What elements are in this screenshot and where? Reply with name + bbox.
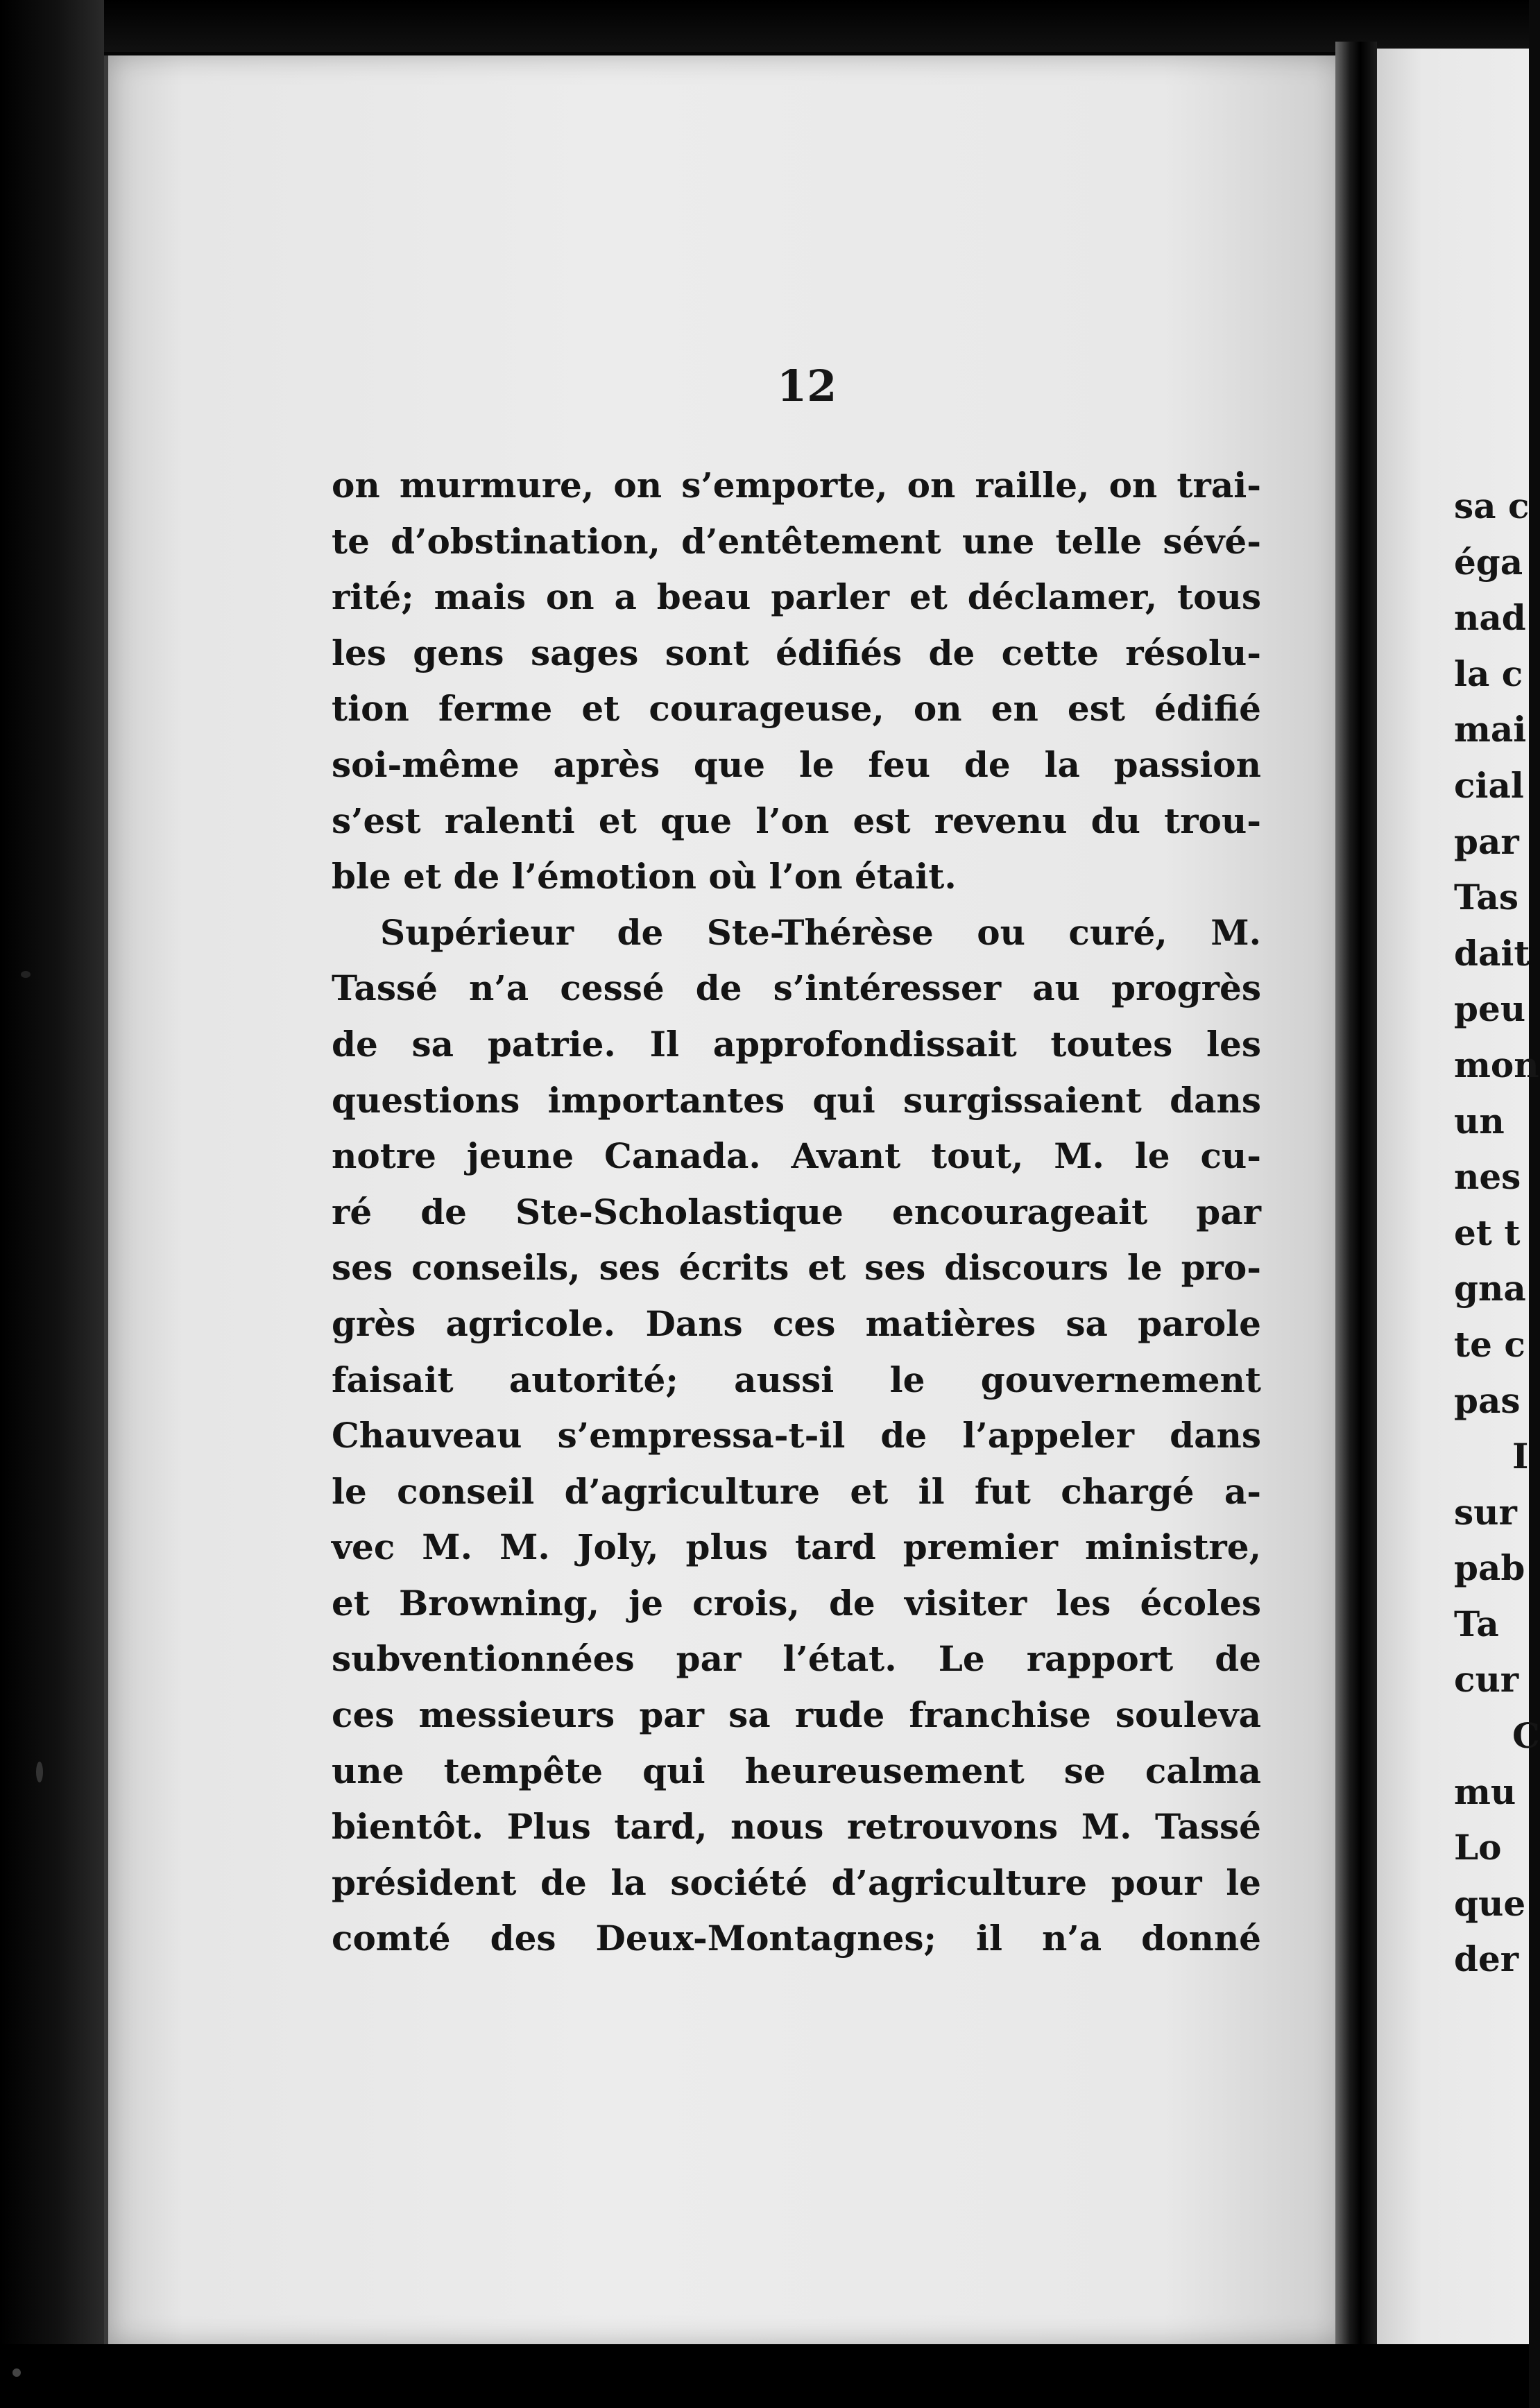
- scan-bottom-border: [0, 2344, 1529, 2408]
- text-line: faisait autorité; aussi le gouvernement: [332, 1359, 1261, 1400]
- page-number: 12: [777, 361, 837, 411]
- text-line: une tempête qui heureusement se calma: [332, 1750, 1261, 1791]
- facing-text-fragment: mon: [1454, 1044, 1539, 1085]
- facing-text-fragment: Ta: [1454, 1603, 1499, 1644]
- text-line: de sa patrie. Il approfondissait toutes les: [332, 1023, 1261, 1065]
- facing-text-fragment: la c: [1454, 653, 1523, 694]
- facing-text-fragment: gna: [1454, 1268, 1526, 1309]
- facing-text-fragment: que: [1454, 1882, 1526, 1924]
- facing-text-fragment: sur: [1454, 1491, 1517, 1533]
- text-line: on murmure, on s’emporte, on raille, on trai-: [332, 465, 1261, 506]
- text-line: soi-même après que le feu de la passion: [332, 743, 1261, 785]
- text-line: et Browning, je crois, de visiter les écoles: [332, 1582, 1261, 1624]
- scan-speck: [21, 971, 31, 978]
- facing-text-fragment: Tas: [1454, 877, 1518, 918]
- scan-top-border: [0, 0, 1529, 52]
- scan-speck: [12, 2368, 21, 2377]
- scan-left-border: [0, 0, 104, 2408]
- text-line: le conseil d’agriculture et il fut chargé a-: [332, 1470, 1261, 1512]
- text-line: grès agricole. Dans ces matières sa parole: [332, 1302, 1261, 1344]
- text-line: ces messieurs par sa rude franchise souleva: [332, 1694, 1261, 1736]
- text-line: vec M. M. Joly, plus tard premier ministre,: [332, 1526, 1261, 1568]
- facing-text-fragment: C: [1512, 1715, 1540, 1757]
- facing-text-fragment: par: [1454, 820, 1519, 862]
- text-line: subventionnées par l’état. Le rapport de: [332, 1638, 1261, 1680]
- text-line: questions importantes qui surgissaient dans: [332, 1079, 1261, 1121]
- facing-text-fragment: Lo: [1454, 1827, 1502, 1868]
- scan-speck: [36, 1762, 43, 1782]
- text-line: ré de Ste-Scholastique encourageait par: [332, 1191, 1261, 1232]
- facing-text-fragment: mu: [1454, 1771, 1516, 1812]
- facing-text-fragment: pab: [1454, 1547, 1525, 1589]
- facing-text-fragment: nes: [1454, 1156, 1521, 1198]
- facing-text-fragment: éga: [1454, 541, 1523, 583]
- text-line: s’est ralenti et que l’on est revenu du trou-: [332, 800, 1261, 841]
- paragraph-start-line: Supérieur de Ste-Thérèse ou curé, M.: [380, 911, 1261, 953]
- page-fold-shadow: [1335, 42, 1377, 2358]
- facing-text-fragment: nad: [1454, 597, 1526, 639]
- body-text: [332, 458, 1261, 1967]
- text-line: rité; mais on a beau parler et déclamer, tous: [332, 576, 1261, 618]
- text-line: Tassé n’a cessé de s’intéresser au progrès: [332, 968, 1261, 1009]
- facing-text-fragment: et t: [1454, 1212, 1521, 1253]
- facing-text-fragment: dait: [1454, 932, 1530, 974]
- facing-text-fragment: cur: [1454, 1659, 1519, 1701]
- facing-text-fragment: der: [1454, 1938, 1519, 1980]
- facing-text-fragment: cial: [1454, 764, 1524, 806]
- text-line: président de la société d’agriculture pour le: [332, 1861, 1261, 1903]
- facing-text-fragment: te c: [1454, 1323, 1525, 1365]
- text-line: notre jeune Canada. Avant tout, M. le cu-: [332, 1135, 1261, 1177]
- text-line: les gens sages sont édifiés de cette résolu-: [332, 632, 1261, 673]
- text-line: comté des Deux-Montagnes; il n’a donné: [332, 1918, 1261, 1959]
- facing-text-fragment: mai: [1454, 709, 1527, 750]
- text-line: tion ferme et courageuse, on en est édifié: [332, 688, 1261, 730]
- facing-page-text: [1454, 479, 1540, 1988]
- text-line: ble et de l’émotion où l’on était.: [332, 856, 957, 897]
- text-line: te d’obstination, d’entêtement une telle sévé-: [332, 520, 1261, 562]
- facing-text-fragment: sa c: [1454, 485, 1530, 526]
- facing-text-fragment: pas: [1454, 1379, 1521, 1421]
- facing-text-fragment: un: [1454, 1100, 1505, 1142]
- text-line: ses conseils, ses écrits et ses discours le pro-: [332, 1247, 1261, 1289]
- text-line: Chauveau s’empressa-t-il de l’appeler dans: [332, 1415, 1261, 1456]
- facing-text-fragment: peu: [1454, 988, 1526, 1030]
- facing-text-fragment: I: [1512, 1436, 1529, 1477]
- text-line: bientôt. Plus tard, nous retrouvons M. Tassé: [332, 1806, 1261, 1848]
